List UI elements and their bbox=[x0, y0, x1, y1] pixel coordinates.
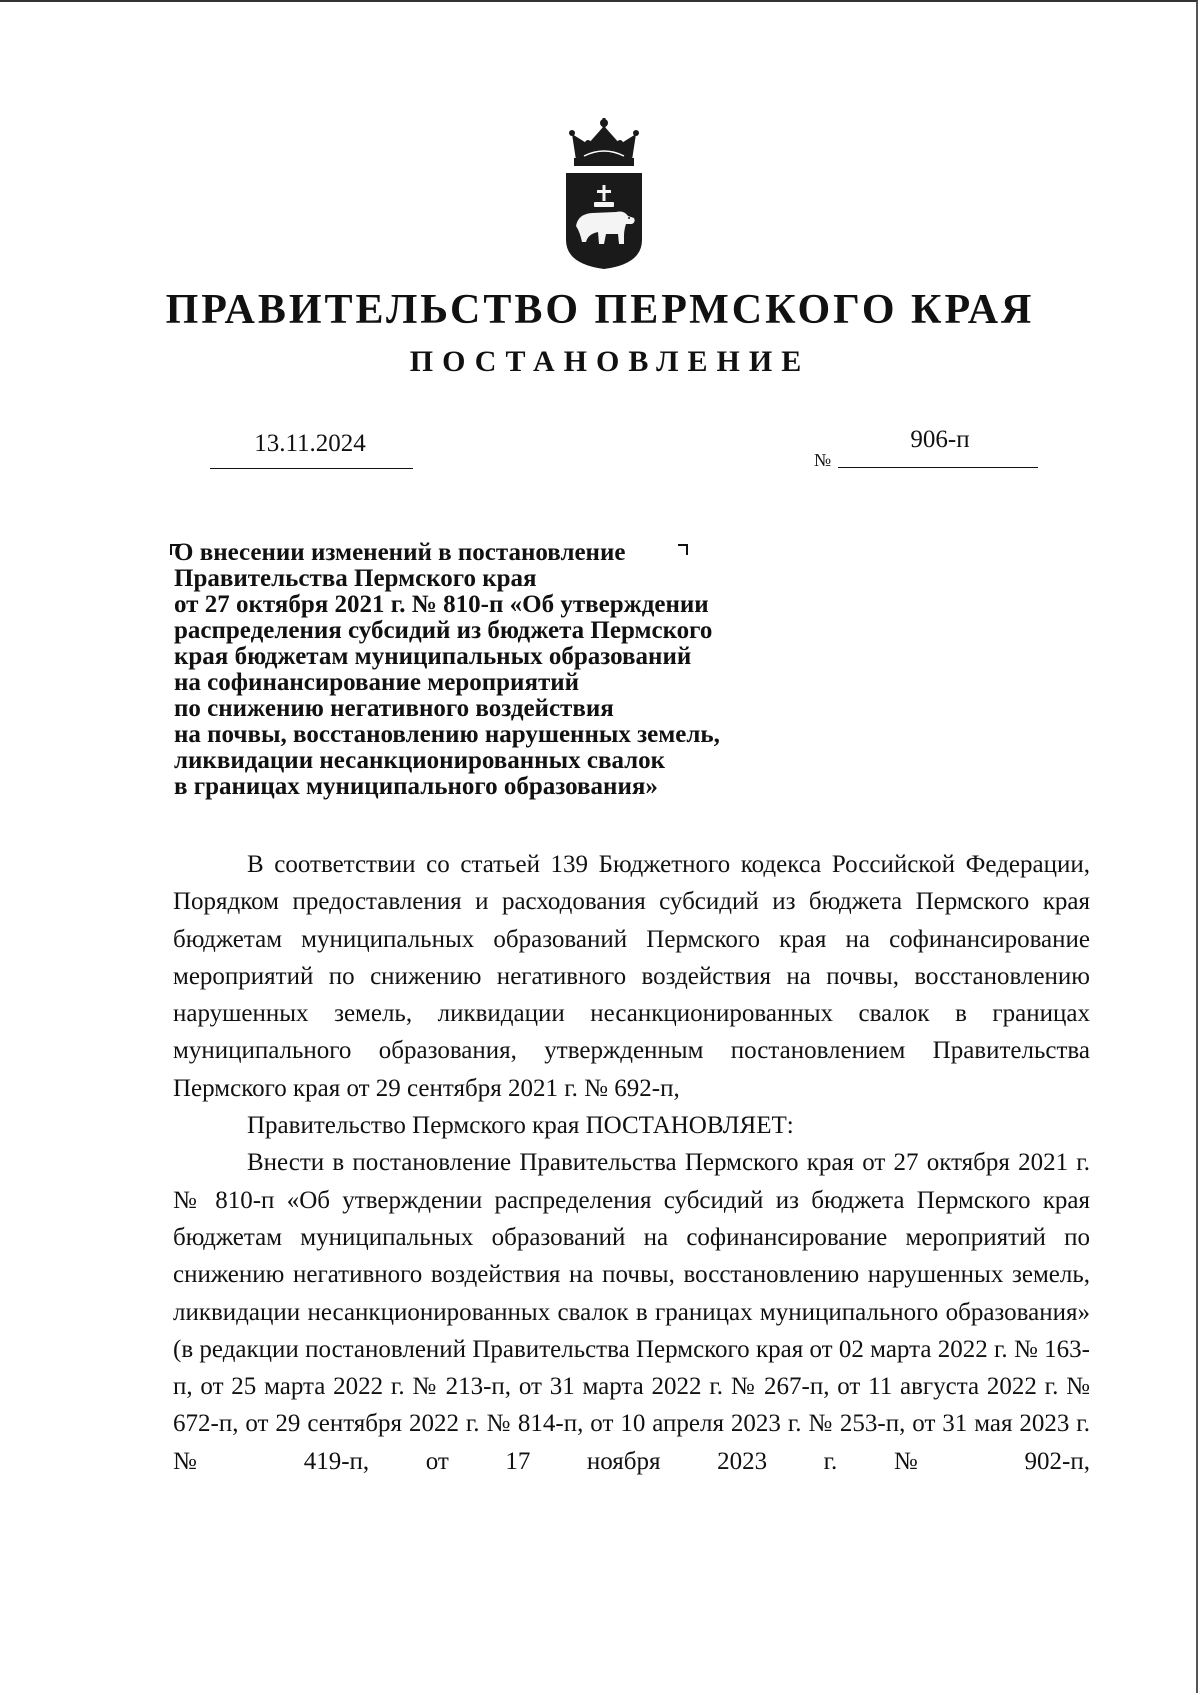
document-body bbox=[173, 846, 1090, 1480]
body-paragraph-resolves: Правительство Пермского края ПОСТАНОВЛЯЕТ: bbox=[247, 1112, 794, 1140]
coat-of-arms-graphic bbox=[558, 118, 650, 270]
body-paragraph-preamble: В соответствии со статьей 139 Бюджетного кодекса Российской Федерации, Порядком предоставления и расходования субсидий из бюджета Пермского края бюджетам муниципальных образований Пермского края на софинансирование мероприятий по снижению негативного воздействия на почвы, восстановлению нарушенных земель, ликвидации несанкционированных свалок в границах муниципального образования, утвержденным постановлением Правительства Пермского края от 29 сентября 2021 г. № 692-п, bbox=[173, 851, 1090, 1102]
number-label: № bbox=[814, 450, 832, 470]
subject-line: от 27 октября 2021 г. № 810-п «Об утверждении bbox=[174, 591, 709, 618]
document-number: 906-п bbox=[910, 426, 970, 453]
subject-line: на софинансирование мероприятий bbox=[174, 669, 580, 696]
document-date: 13.11.2024 bbox=[254, 430, 366, 457]
subject-line: ликвидации несанкционированных свалок bbox=[174, 747, 666, 774]
document-type: ПОСТАНОВЛЕНИЕ bbox=[409, 345, 811, 378]
subject-line: Правительства Пермского края bbox=[174, 565, 537, 592]
number-underline bbox=[838, 467, 1038, 468]
subject-line: края бюджетам муниципальных образований bbox=[174, 643, 692, 670]
date-underline bbox=[210, 468, 413, 469]
body-paragraph-amendment: Внести в постановление Правительства Пермского края от 27 октября 2021 г. № 810-п «Об утверждении распределения субсидий из бюджета Пермского края бюджетам муниципальных образований на софинансирование мероприятий по снижению негативного воздействия на почвы, восстановлению нарушенных земель, ликвидации несанкционированных свалок в границах муниципального образования» (в редакции постановлений Правительства Пермского края от 02 марта 2022 г. № 163-п, от 25 марта 2022 г. № 213-п, от 31 марта 2022 г. № 267-п, от 11 августа 2022 г. № 672-п, от 29 сентября 2022 г. № 814-п, от 10 апреля 2023 г. № 253-п, от 31 мая 2023 г. № 419-п, от 17 ноября 2023 г. № 902-п, bbox=[173, 1149, 1090, 1475]
coat-of-arms-icon bbox=[558, 118, 650, 270]
document-subject bbox=[174, 540, 814, 800]
subject-line: по снижению негативного воздействия bbox=[174, 695, 614, 722]
subject-line: О внесении изменений в постановление bbox=[174, 539, 626, 566]
subject-line: распределения субсидий из бюджета Пермского bbox=[174, 617, 713, 644]
subject-line: на почвы, восстановлению нарушенных земель, bbox=[174, 721, 720, 748]
organization-title: ПРАВИТЕЛЬСТВО ПЕРМСКОГО КРАЯ bbox=[165, 287, 1035, 333]
subject-line: в границах муниципального образования» bbox=[174, 773, 658, 800]
